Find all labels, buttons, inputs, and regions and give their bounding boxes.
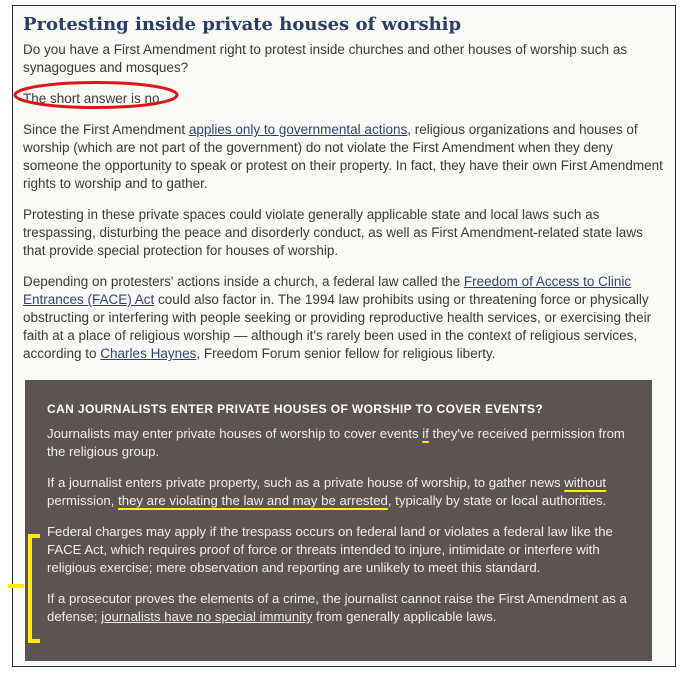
text: Journalists may enter private houses of worship to cover events — [47, 426, 423, 441]
text: could also factor in. The 1994 law prohibits using or threatening force or physically obstructing or interfering with people seeking or providing reproductive health services, or exercising their faith at a place of religious worship — although it's rarely been used in the context of religious services, according to — [23, 292, 652, 361]
highlight-without: without — [564, 475, 607, 490]
highlight-violating-law: they are violating the law and may be arrested — [118, 493, 388, 508]
highlight-if: if — [422, 426, 429, 441]
charles-haynes-link[interactable]: Charles Haynes — [100, 346, 197, 361]
text: , religious organizations and houses of worship (which are not part of the government) do not violate the First Amendment when they deny someone the opportunity to speak or protest on their property. In fact, they have their own First Amendment rights to worship and to gather. — [23, 122, 663, 191]
short-answer-paragraph — [23, 90, 668, 108]
text: Since the First Amendment — [23, 122, 189, 137]
text: Depending on protesters' actions inside a church, a federal law called the — [23, 274, 464, 289]
state-laws-paragraph: Protesting in these private spaces could violate generally applicable state and local laws such as trespassing, disturbing the peace and disorderly conduct, as well as First Amendment-related state laws that provide special protection for houses of worship. — [23, 207, 643, 258]
text: , Freedom Forum senior fellow for religious liberty. — [196, 346, 496, 361]
question-paragraph: Do you have a First Amendment right to protest inside churches and other houses of worship such as synagogues and mosques? — [23, 42, 628, 75]
text: If a prosecutor proves the elements of a crime, the journalist cannot raise the First Amendment as a defense; — [47, 591, 627, 624]
first-amendment-paragraph — [23, 121, 668, 193]
sidebar-defense-paragraph — [47, 590, 630, 626]
text: , typically by state or local authorities. — [387, 493, 607, 508]
sidebar-federal-paragraph: Federal charges may apply if the trespass occurs on federal land or violates a federal law like the FACE Act, which requires proof of force or threats intended to injure, intimidate or interfere with religious exercise; mere observation and reporting are unlikely to meet this standard. — [47, 524, 613, 575]
sidebar-trespass-paragraph — [47, 474, 630, 510]
text: If a journalist enters private property, such as a private house of worship, to gather news — [47, 475, 565, 490]
governmental-actions-link[interactable]: applies only to governmental actions — [188, 122, 408, 137]
sidebar-permission-paragraph — [47, 425, 630, 461]
article — [23, 14, 668, 376]
face-act-paragraph — [23, 273, 668, 363]
text: they've received permission from the religious group. — [47, 426, 625, 459]
short-answer: The short answer is no. — [23, 91, 164, 106]
sidebar-heading: CAN JOURNALISTS ENTER PRIVATE HOUSES OF WORSHIP TO COVER EVENTS? — [47, 402, 544, 416]
screenshot-frame — [12, 5, 676, 667]
text: permission, — [47, 493, 119, 508]
face-act-link[interactable]: Freedom of Access to Clinic Entrances (FACE) Act — [23, 274, 632, 307]
article-title: Protesting inside private houses of worship — [23, 14, 462, 35]
journalists-sidebar — [25, 380, 652, 661]
no-special-immunity-link[interactable]: journalists have no special immunity — [101, 609, 313, 624]
text: from generally applicable laws. — [312, 609, 497, 624]
